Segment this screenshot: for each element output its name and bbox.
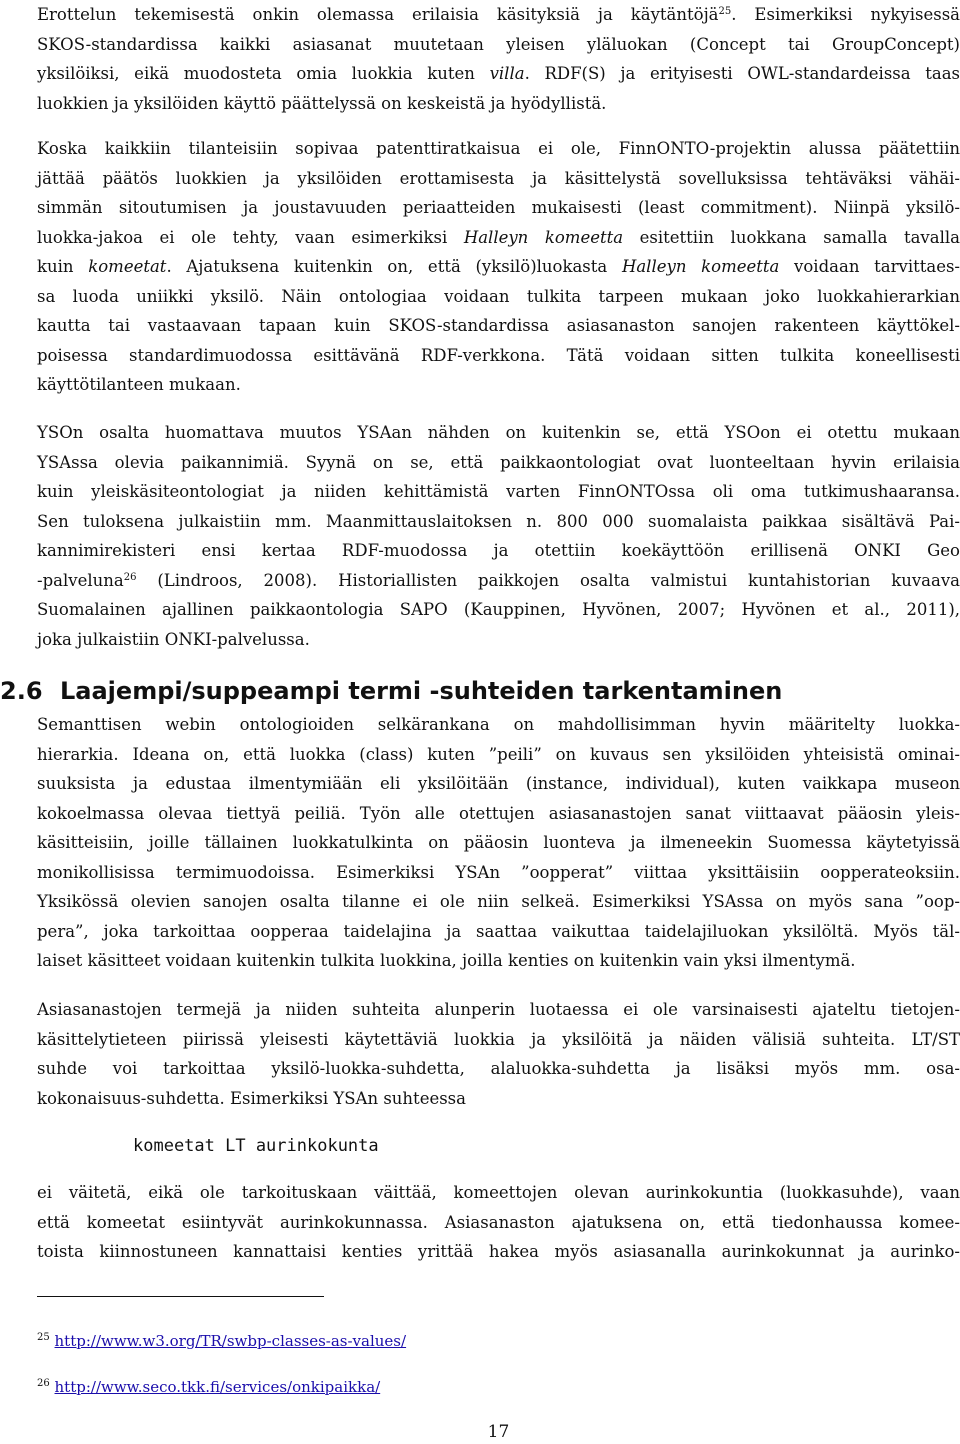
footnote-link[interactable]: http://www.seco.tkk.fi/services/onkipaikka/	[54, 1378, 381, 1396]
text-line: käyttötilanteen mukaan.	[37, 375, 241, 394]
text-line: sa luoda uniikki yksilö. Näin ontologiaa voidaan tulkita tarpeen mukaan joko luokkahierarkian	[37, 286, 960, 306]
section-number: 2.6	[0, 677, 43, 705]
paragraph-3	[37, 418, 960, 654]
text-line: että komeetat esiintyvät aurinkokunnassa. Asiasanaston ajatuksena on, että tiedonhaussa komee-	[37, 1212, 960, 1232]
text-line: SKOS-standardissa kaikki asiasanat muutetaan yleisen yläluokan (Concept tai GroupConcept)	[37, 34, 960, 54]
code-example: komeetat LT aurinkokunta	[133, 1136, 379, 1156]
section-title: Laajempi/suppeampi termi -suhteiden tarkentaminen	[60, 677, 783, 705]
text-line: toista kiinnostuneen kannattaisi kenties yrittää hakea myös asiasanalla aurinkokunnat ja aurinko-	[37, 1242, 960, 1261]
text-line: Koska kaikkiin tilanteisiin sopivaa patenttiratkaisua ei ole, FinnONTO-projektin alussa päätettiin	[37, 139, 960, 158]
text-line: Semanttisen webin ontologioiden selkärankana on mahdollisimman hyvin määritelty luokka-	[37, 715, 960, 734]
text-line: Suomalainen ajallinen paikkaontologia SAPO (Kauppinen, Hyvönen, 2007; Hyvönen et al., 2011),	[37, 600, 960, 619]
text-line: Erottelun tekemisestä onkin olemassa erilaisia käsityksiä ja käytäntöjä$^{25}$. Esimerkiksi nykyisessä	[37, 5, 960, 24]
footnote-ref-26[interactable]: 26	[123, 571, 137, 583]
text-line: ei väitetä, eikä ole tarkoituskaan väittää, komeettojen olevan aurinkokuntia (luokkasuhde), vaan	[37, 1183, 960, 1202]
footnote-link[interactable]: http://www.w3.org/TR/swbp-classes-as-values/	[54, 1332, 407, 1350]
text-line: YSAssa olevia paikannimiä. Syynä on se, että paikkaontologiat ovat luonteeltaan hyvin erilaisia	[37, 452, 960, 472]
text-line: Sen tuloksena julkaistiin mm. Maanmittauslaitoksen n. 800 000 suomalaista paikkaa sisältävä Pai-	[37, 511, 960, 531]
footnote-25	[37, 1330, 406, 1352]
footnote-ref-25[interactable]: 25	[718, 6, 732, 17]
text-line: Yksikössä olevien sanojen osalta tilanne ei ole niin selkeä. Esimerkiksi YSAssa on myös sana ”oop-	[37, 892, 960, 911]
text-line: monikollisissa termimuodoissa. Esimerkiksi YSAn ”oopperat” viittaa yksittäisiin oopperateoksiin.	[37, 862, 960, 882]
paragraph-4	[37, 710, 960, 976]
paragraph-6	[37, 1178, 960, 1267]
text-line: kokonaisuus-suhdetta. Esimerkiksi YSAn suhteessa	[37, 1088, 466, 1108]
paragraph-5	[37, 995, 960, 1113]
footnote-26	[37, 1376, 380, 1398]
text-line: kuin komeetat. Ajatuksena kuitenkin on, että (yksilö)luokasta Halleyn komeetta voidaan tarvittaes-	[37, 257, 960, 276]
page-number: 17	[487, 1422, 510, 1442]
text-line: jättää päätös luokkien ja yksilöiden erottamisesta ja käsittelystä sovelluksissa tehtäväksi vähäi-	[37, 168, 960, 188]
section-heading	[0, 675, 782, 707]
text-line: kannimirekisteri ensi kertaa RDF-muodossa ja otettiin koekäyttöön erillisenä ONKI Geo	[37, 541, 960, 560]
text-line: poisessa standardimuodossa esittävänä RDF-verkkona. Tätä voidaan sitten tulkita koneellisesti	[37, 345, 960, 365]
footnote-number: 25	[37, 1332, 50, 1343]
text-line: käsitteisiin, joille tällainen luokkatulkinta on pääosin luonteva ja ilmeneekin Suomessa käytetyissä	[37, 833, 960, 852]
footnote-number: 26	[37, 1378, 50, 1389]
text-line: simmän sitoutumisen ja joustavuuden periaatteiden mukaisesti (least commitment). Niinpä yksilö-	[37, 198, 960, 217]
text-line: suuksista ja edustaa ilmentymiään eli yksilöitään (instance, individual), kuten vaikkapa museon	[37, 774, 960, 793]
text-line: pera”, joka tarkoittaa oopperaa taidelajina ja saattaa vaikuttaa taidelajiluokan yksilöltä. Myös täl-	[37, 921, 960, 941]
text-line: kautta tai vastaavaan tapaan kuin SKOS-standardissa asiasanaston sanojen rakenteen käyttökel-	[37, 316, 960, 335]
text-line: hierarkia. Ideana on, että luokka (class) kuten ”peili” on kuvaus sen yksilöiden yhteisistä ominai-	[37, 744, 960, 764]
text-line: kokoelmassa olevaa tiettyä peiliä. Työn alle otettujen asiasanastojen sanat viittaavat pääosin yleis-	[37, 803, 960, 823]
paragraph-2	[37, 134, 960, 400]
footnote-separator	[37, 1296, 324, 1297]
text-line: joka julkaistiin ONKI-palvelussa.	[37, 629, 310, 649]
text-line: luokkien ja yksilöiden käyttö päättelyssä on keskeistä ja hyödyllistä.	[37, 93, 607, 113]
text-line: käsittelytieteen piirissä yleisesti käytettäviä luokkia ja yksilöitä ja näiden välisiä suhteita. LT/ST	[37, 1029, 960, 1049]
text-line: kuin yleiskäsiteontologiat ja niiden kehittämistä varten FinnONTOssa oli oma tutkimushaaransa.	[37, 482, 960, 501]
text-line: suhde voi tarkoittaa yksilö-luokka-suhdetta, alaluokka-suhdetta ja lisäksi myös mm. osa-	[37, 1059, 960, 1078]
text-line: -palveluna$^{26}$ (Lindroos, 2008). Historiallisten paikkojen osalta valmistui kuntahistorian kuvaava	[37, 570, 960, 590]
text-line: YSOn osalta huomattava muutos YSAan nähden on kuitenkin se, että YSOon ei otettu mukaan	[37, 423, 960, 442]
text-line: laiset käsitteet voidaan kuitenkin tulkita luokkina, joilla kenties on kuitenkin vain yksi ilmentymä.	[37, 951, 856, 970]
text-line: Asiasanastojen termejä ja niiden suhteita alunperin luotaessa ei ole varsinaisesti ajateltu tietojen-	[37, 1000, 960, 1019]
paragraph-1	[37, 0, 960, 118]
text-line: yksilöiksi, eikä muodosteta omia luokkia kuten villa. RDF(S) ja erityisesti OWL-standardeissa taas	[37, 64, 960, 83]
text-line: luokka-jakoa ei ole tehty, vaan esimerkiksi Halleyn komeetta esitettiin luokkana samalla tavalla	[37, 227, 960, 247]
